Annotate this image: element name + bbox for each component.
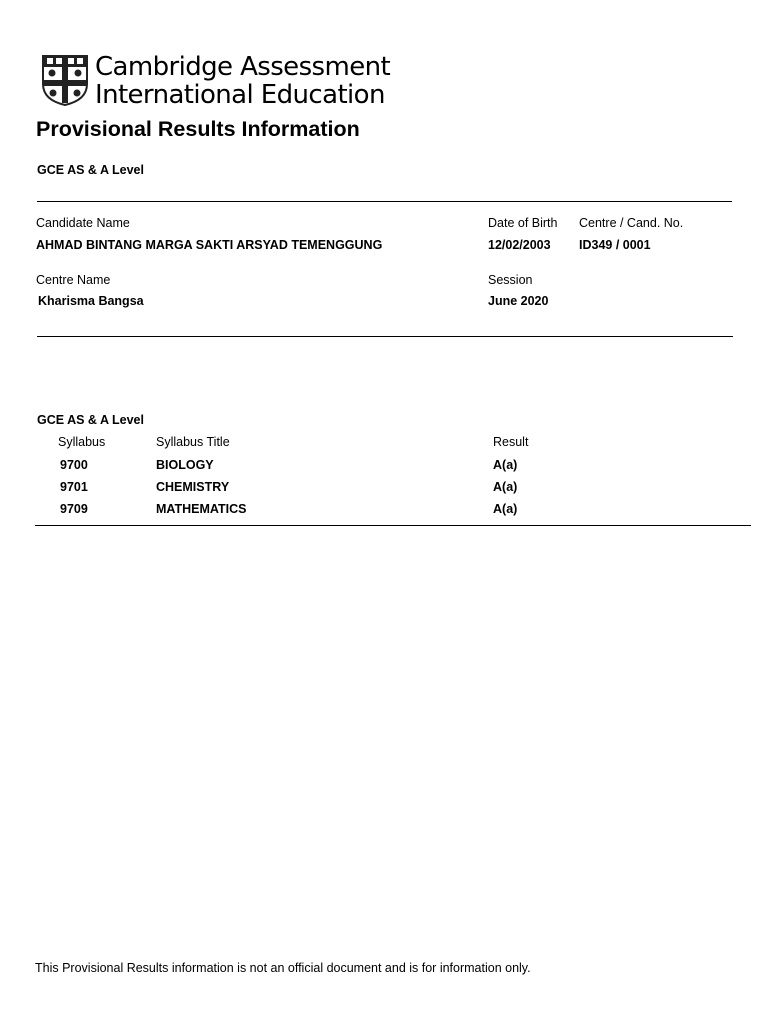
footer-disclaimer: This Provisional Results information is not an official document and is for information only. xyxy=(35,961,531,975)
page-title: Provisional Results Information xyxy=(36,117,360,141)
candidate-name: AHMAD BINTANG MARGA SAKTI ARSYAD TEMENGGUNG xyxy=(36,238,383,252)
candidate-name-label: Candidate Name xyxy=(36,216,130,230)
syllabus-title: MATHEMATICS xyxy=(156,502,247,516)
syllabus-title: BIOLOGY xyxy=(156,458,214,472)
col-title-header: Syllabus Title xyxy=(156,435,230,449)
syllabus-result: A(a) xyxy=(493,502,518,516)
centre-cand-value: ID349 / 0001 xyxy=(579,238,651,252)
dob-value: 12/02/2003 xyxy=(488,238,551,252)
col-result-header: Result xyxy=(493,435,529,449)
dob-label: Date of Birth xyxy=(488,216,558,230)
syllabus-code: 9700 xyxy=(60,458,88,472)
centre-name: Kharisma Bangsa xyxy=(38,294,144,308)
centre-name-label: Centre Name xyxy=(36,273,111,287)
brand-name-line2: International Education xyxy=(95,80,385,110)
syllabus-title: CHEMISTRY xyxy=(156,480,230,494)
divider-bottom xyxy=(35,525,751,526)
session-value: June 2020 xyxy=(488,294,549,308)
divider-middle xyxy=(37,336,733,337)
cambridge-shield-icon xyxy=(41,54,89,106)
brand-name-line1: Cambridge Assessment xyxy=(95,52,391,82)
syllabus-code: 9701 xyxy=(60,480,88,494)
syllabus-result: A(a) xyxy=(493,480,518,494)
syllabus-code: 9709 xyxy=(60,502,88,516)
syllabus-result: A(a) xyxy=(493,458,518,472)
session-label: Session xyxy=(488,273,533,287)
col-syllabus-header: Syllabus xyxy=(58,435,106,449)
results-heading: GCE AS & A Level xyxy=(37,413,144,427)
qualification-label: GCE AS & A Level xyxy=(37,163,144,177)
centre-cand-label: Centre / Cand. No. xyxy=(579,216,684,230)
divider-top xyxy=(37,201,732,202)
